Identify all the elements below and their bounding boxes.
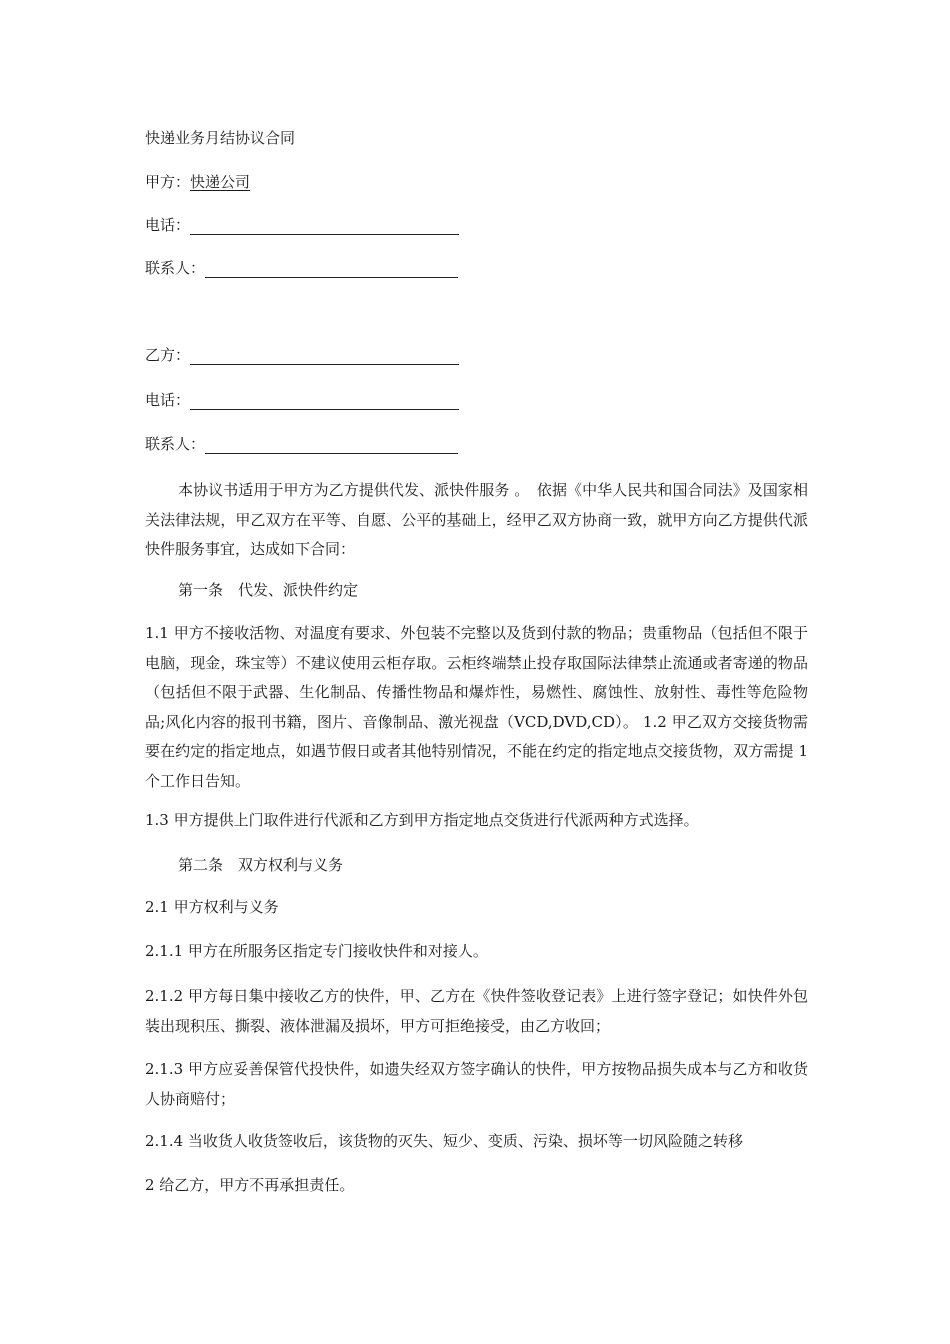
party-a-contact-blank[interactable] — [205, 260, 458, 278]
party-a-name-label: 甲方： — [145, 173, 191, 191]
intro-paragraph: 本协议书适用于甲方为乙方提供代发、派快件服务 。 依据《中华人民共和国合同法》及国家相关法律法规，甲乙双方在平等、自愿、公平的基础上，经甲乙双方协商一致，就甲方向乙方提供代派快件服务事宜，达成如下合同： — [145, 481, 808, 558]
clause-1-1: 1.1 甲方不接收活物、对温度有要求、外包装不完整以及货到付款的物品；贵重物品（包括但不限于电脑，现金，珠宝等）不建议使用云柜存取。云柜终端禁止投存取国际法律禁止流通或者寄递的物品（包括但不限于武器、生化制品、传播性物品和爆炸性，易燃性、腐蚀性、放射性、毒性等危险物品;风化内容的报刊书籍，图片、音像制品、激光视盘（VCD,DVD,CD）。 1.2 甲乙双方交接货物需要在约定的指定地点，如遇节假日或者其他特别情况，不能在约定的指定地点交接货物，双方需提 1 个工作日告知。 — [145, 624, 808, 790]
party-b-contact-blank[interactable] — [205, 436, 458, 454]
clause-1-3: 1.3 甲方提供上门取件进行代派和乙方到甲方指定地点交货进行代派两种方式选择。 — [145, 811, 699, 829]
party-a-phone-label: 电话： — [145, 216, 191, 234]
clause-2-1-1: 2.1.1 甲方在所服务区指定专门接收快件和对接人。 — [145, 942, 488, 960]
party-b-phone-line — [145, 390, 459, 410]
clause-2-1-4: 2.1.4 当收货人收货签收后，该货物的灭失、短少、变质、污染、损坏等一切风险随之转移 — [145, 1132, 743, 1150]
article-1-heading: 第一条 代发、派快件约定 — [178, 581, 359, 599]
party-a-phone-blank[interactable] — [190, 217, 459, 235]
clause-2-1: 2.1 甲方权利与义务 — [145, 898, 279, 916]
party-b-contact-line — [145, 434, 458, 454]
party-a-contact-line — [145, 258, 458, 278]
clause-2-1-2: 2.1.2 甲方每日集中接收乙方的快件，甲、乙方在《快件签收登记表》上进行签字登记；如快件外包装出现积压、撕裂、液体泄漏及损坏，甲方可拒绝接受，由乙方收回； — [145, 987, 808, 1035]
party-a-name-value: 快递公司 — [190, 173, 251, 191]
party-a-phone-line — [145, 215, 459, 235]
article-2-heading: 第二条 双方权利与义务 — [178, 856, 344, 874]
party-a-name-line — [145, 172, 250, 192]
party-a-contact-label: 联系人： — [145, 259, 206, 277]
party-b-name-line — [145, 345, 459, 365]
party-b-name-blank[interactable] — [190, 347, 459, 365]
document-title: 快递业务月结协议合同 — [145, 129, 296, 147]
party-b-contact-label: 联系人： — [145, 435, 206, 453]
party-b-phone-label: 电话： — [145, 391, 191, 409]
party-b-name-label: 乙方： — [145, 346, 191, 364]
clause-2-1-3: 2.1.3 甲方应妥善保管代投快件，如遗失经双方签字确认的快件，甲方按物品损失成本与乙方和收货人协商赔付； — [145, 1060, 808, 1108]
clause-2-1-4-continued: 2 给乙方，甲方不再承担责任。 — [145, 1176, 355, 1194]
party-b-phone-blank[interactable] — [190, 392, 459, 410]
